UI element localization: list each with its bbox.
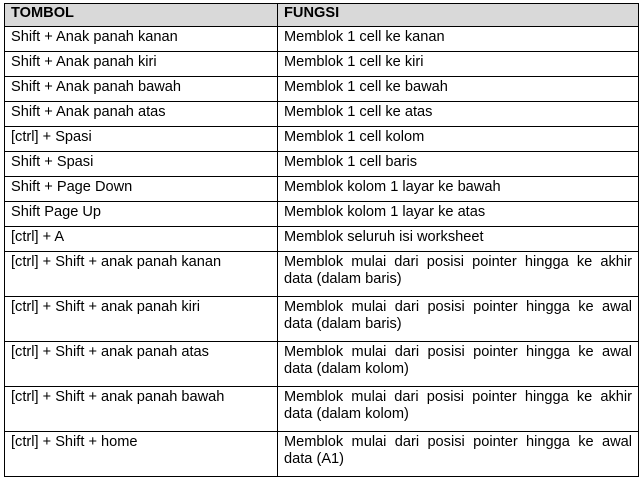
table-row <box>5 202 639 227</box>
cell-fungsi: Memblok 1 cell kolom <box>278 127 639 152</box>
cell-tombol: Shift + Anak panah kanan <box>5 27 278 52</box>
cell-tombol: [ctrl] + Shift + anak panah kiri <box>5 297 278 342</box>
cell-fungsi: Memblok kolom 1 layar ke bawah <box>278 177 639 202</box>
cell-fungsi: Memblok seluruh isi worksheet <box>278 227 639 252</box>
cell-tombol: Shift + Anak panah kiri <box>5 52 278 77</box>
table-row <box>5 177 639 202</box>
cell-tombol: Shift + Anak panah bawah <box>5 77 278 102</box>
cell-fungsi: Memblok 1 cell ke atas <box>278 102 639 127</box>
cell-fungsi: Memblok mulai dari posisi pointer hingga ke awal data (A1) <box>278 432 639 477</box>
table-row <box>5 27 639 52</box>
cell-tombol: [ctrl] + Shift + home <box>5 432 278 477</box>
cell-fungsi: Memblok 1 cell ke kanan <box>278 27 639 52</box>
cell-tombol: [ctrl] + Shift + anak panah bawah <box>5 387 278 432</box>
cell-tombol: Shift + Anak panah atas <box>5 102 278 127</box>
cell-tombol: [ctrl] + Shift + anak panah atas <box>5 342 278 387</box>
cell-fungsi: Memblok kolom 1 layar ke atas <box>278 202 639 227</box>
cell-tombol: [ctrl] + A <box>5 227 278 252</box>
header-tombol: TOMBOL <box>5 4 278 27</box>
table-row <box>5 342 639 387</box>
table-row <box>5 252 639 297</box>
table-row <box>5 102 639 127</box>
table-row <box>5 152 639 177</box>
table-row <box>5 297 639 342</box>
table-row <box>5 77 639 102</box>
table-header-row <box>5 4 639 27</box>
table-row <box>5 227 639 252</box>
header-fungsi: FUNGSI <box>278 4 639 27</box>
cell-fungsi: Memblok mulai dari posisi pointer hingga ke awal data (dalam kolom) <box>278 342 639 387</box>
cell-tombol: Shift + Spasi <box>5 152 278 177</box>
table-row <box>5 52 639 77</box>
cell-fungsi: Memblok mulai dari posisi pointer hingga ke awal data (dalam baris) <box>278 297 639 342</box>
table-row <box>5 387 639 432</box>
cell-fungsi: Memblok 1 cell ke kiri <box>278 52 639 77</box>
table-row <box>5 127 639 152</box>
cell-tombol: [ctrl] + Shift + anak panah kanan <box>5 252 278 297</box>
cell-tombol: [ctrl] + Spasi <box>5 127 278 152</box>
cell-fungsi: Memblok 1 cell baris <box>278 152 639 177</box>
cell-fungsi: Memblok mulai dari posisi pointer hingga ke akhir data (dalam baris) <box>278 252 639 297</box>
cell-fungsi: Memblok mulai dari posisi pointer hingga ke akhir data (dalam kolom) <box>278 387 639 432</box>
cell-tombol: Shift Page Up <box>5 202 278 227</box>
cell-tombol: Shift + Page Down <box>5 177 278 202</box>
shortcut-table <box>4 3 639 477</box>
cell-fungsi: Memblok 1 cell ke bawah <box>278 77 639 102</box>
table-row <box>5 432 639 477</box>
